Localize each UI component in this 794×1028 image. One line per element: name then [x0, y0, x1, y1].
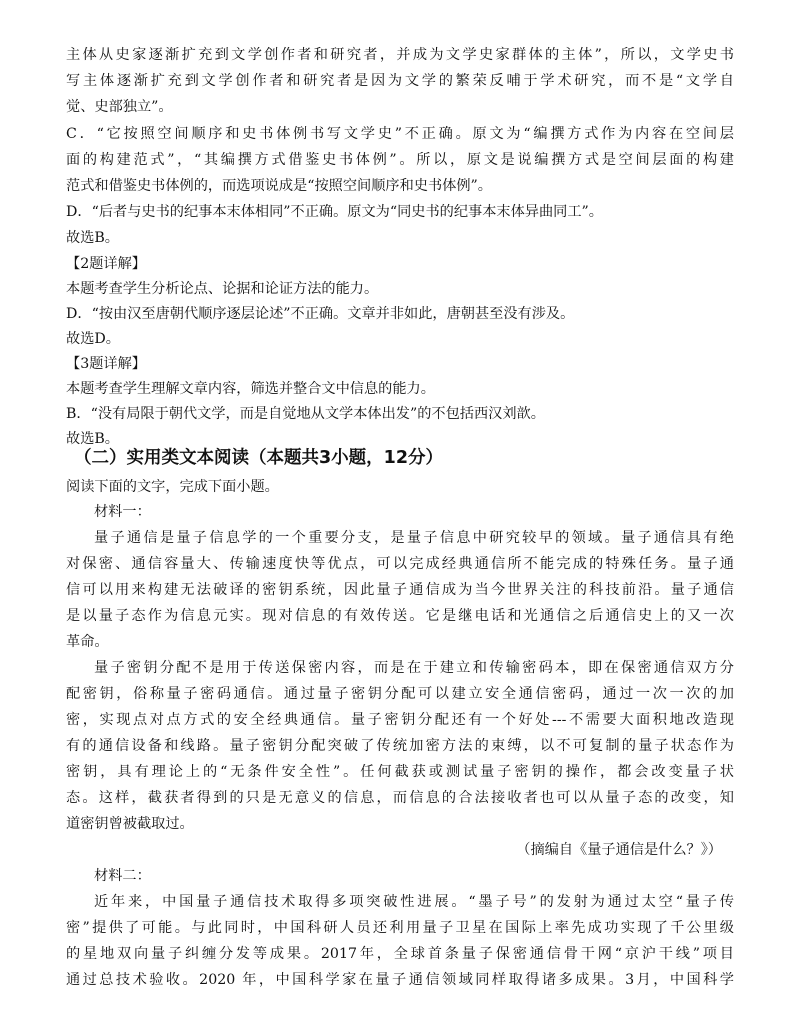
paragraph-line: 量子通信是量子信息学的一个重要分支，是量子信息中研究较早的领域。量子通信具有绝 [94, 530, 734, 546]
paragraph-line: 量子密钥分配不是用于传送保密内容，而是在于建立和传输密码本，即在保密通信双方分 [94, 660, 734, 676]
text-line: D．“按由汉至唐朝代顺序逐层论述”不正确。文章并非如此，唐朝甚至没有涉及。 [66, 306, 575, 322]
paragraph-line: 配密钥，俗称量子密码通信。通过量子密钥分配可以建立安全通信密码，通过一次一次的加 [66, 686, 734, 702]
paragraph-line: 近年来，中国量子通信技术取得多项突破性进展。“墨子号”的发射为通过太空“量子传 [94, 894, 734, 910]
text-line: C．“它按照空间顺序和史书体例书写文学史”不正确。原文为“编撰方式作为内容在空间层 [66, 126, 734, 142]
text-line: 写主体逐渐扩充到文学创作者和研究者是因为文学的繁荣反哺于学术研究，而不是“文学自 [66, 73, 734, 89]
paragraph-line: 道密钥曾被截取过。 [66, 816, 194, 832]
paragraph-line: 革命。 [66, 634, 109, 650]
paragraph-line: 密，实现点对点方式的安全经典通信。量子密钥分配还有一个好处---不需要大面积地改造现 [66, 712, 734, 728]
text-line: 本题考查学生理解文章内容，筛选并整合文中信息的能力。 [66, 381, 435, 397]
material-one-label: 材料一： [94, 504, 151, 520]
material-two-label: 材料二： [94, 868, 151, 884]
question-heading: 【3题详解】 [66, 356, 146, 372]
paragraph-line: 有的通信设备和线路。量子密钥分配突破了传统加密方法的束缚，以不可复制的量子状态作为 [66, 738, 734, 754]
section-heading: （二）实用类文本阅读（本题共3小题，12分） [74, 448, 444, 468]
paragraph-line: 密”提供了可能。与此同时，中国科研人员还利用量子卫星在国际上率先成功实现了千公里级 [66, 920, 734, 936]
instruction-text: 阅读下面的文字，完成下面小题。 [66, 479, 279, 495]
paragraph-line: 密钥，具有理论上的“无条件安全性”。任何截获或测试量子密钥的操作，都会改变量子状 [66, 764, 734, 780]
paragraph-line: 对保密、通信容量大、传输速度快等优点，可以完成经典通信所不能完成的特殊任务。量子通 [66, 556, 734, 572]
paragraph-line: 信可以用来构建无法破译的密钥系统，因此量子通信成为当今世界关注的科技前沿。量子通信 [66, 582, 734, 598]
answer-line: 故选B。 [66, 230, 119, 246]
paragraph-line: 态。这样，截获者得到的只是无意义的信息，而信息的合法接收者也可以从量子态的改变，知 [66, 790, 734, 806]
answer-line: 故选B。 [66, 431, 119, 447]
question-heading: 【2题详解】 [66, 256, 146, 272]
paragraph-line: 是以量子态作为信息元实。现对信息的有效传送。它是继电话和光通信之后通信史上的又一次 [66, 608, 734, 624]
text-line: 面的构建范式”，“其编撰方式借鉴史书体例”。所以，原文是说编撰方式是空间层面的构建 [66, 152, 734, 168]
text-line: D．“后者与史书的纪事本末体相同”不正确。原文为“同史书的纪事本末体异曲同工”。 [66, 204, 603, 220]
source-citation: （摘编自《量子通信是什么？》） [516, 842, 722, 858]
paragraph-line: 通过总技术验收。2020 年，中国科学家在量子通信领域同样取得诸多成果。3月，中国科学 [66, 972, 734, 988]
paragraph-line: 的星地双向量子纠缠分发等成果。2017年，全球首条量子保密通信骨干网“京沪干线”项目 [66, 946, 734, 962]
text-line: 本题考查学生分析论点、论据和论证方法的能力。 [66, 281, 379, 297]
answer-line: 故选D。 [66, 331, 120, 347]
text-line: B．“没有局限于朝代文学，而是自觉地从文学本体出发”的不包括西汉刘歆。 [66, 406, 545, 422]
text-line: 觉、史部独立”。 [66, 99, 173, 115]
text-line: 主体从史家逐渐扩充到文学创作者和研究者，并成为文学史家群体的主体”，所以，文学史书 [66, 47, 734, 63]
text-line: 范式和借鉴史书体例的，而选项说成是“按照空间顺序和史书体例”。 [66, 178, 492, 194]
